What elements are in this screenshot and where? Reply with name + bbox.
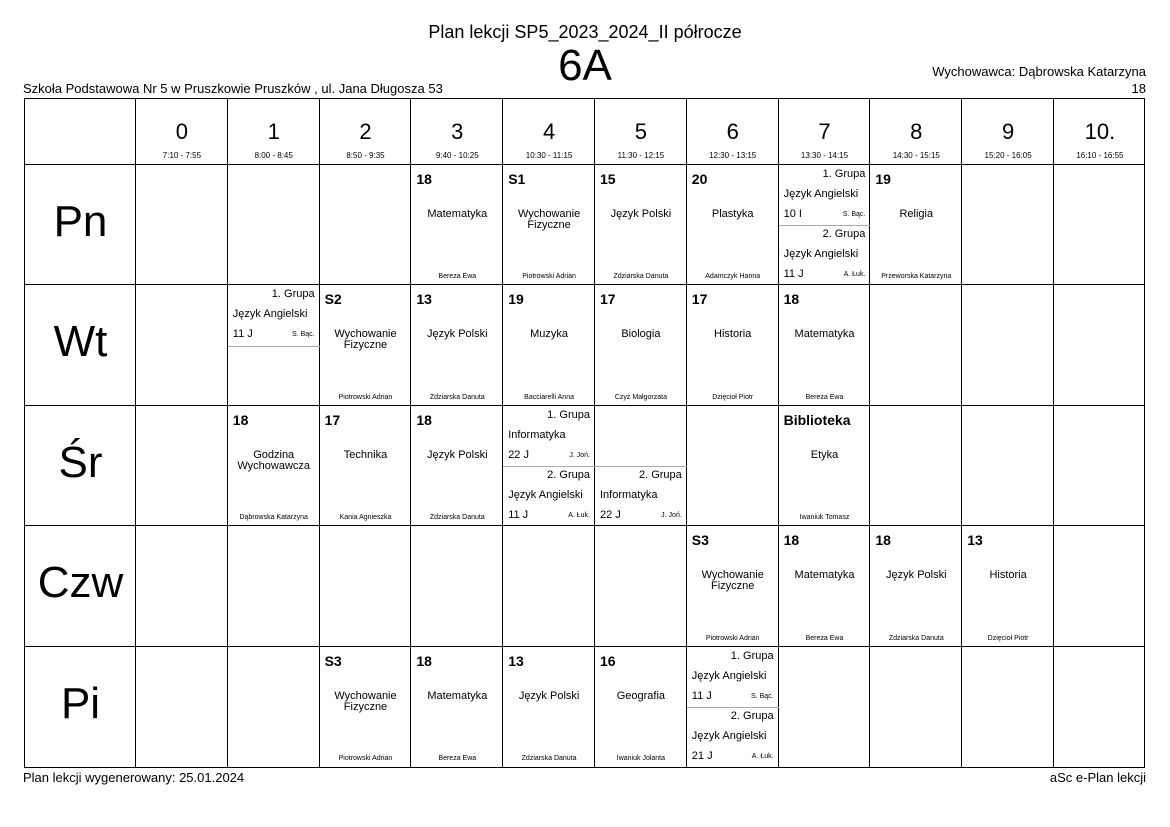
lesson-room: 16 (600, 652, 616, 669)
column-divider (1053, 99, 1054, 767)
group-split-line (687, 707, 779, 708)
lesson-subject: Język Polski (886, 569, 947, 582)
lesson-teacher: Iwaniuk Jolanta (616, 754, 666, 762)
lesson-room: 17 (324, 411, 341, 428)
group-subject: Język Angielski (783, 248, 859, 261)
group-subject: Informatyka (600, 489, 658, 501)
lesson-teacher: Bacciarelli Anna (524, 393, 574, 401)
period-time: 8:50 - 9:35 (346, 151, 385, 160)
lesson-subject: Geografia (616, 689, 666, 702)
group-split-line (503, 466, 595, 467)
period-header (503, 99, 595, 165)
lesson-cell[interactable] (320, 647, 412, 767)
lesson-subject: Język Polski (518, 689, 580, 702)
lesson-teacher: Adamczyk Hanna (705, 273, 761, 281)
lesson-room: 18 (416, 652, 432, 669)
lesson-subject: Język Polski (610, 208, 672, 220)
lesson-subject: Historia (989, 569, 1027, 582)
lesson-room: S3 (691, 532, 709, 549)
lesson-cell[interactable] (595, 285, 687, 405)
group-split-line (228, 346, 320, 347)
school-address: Szkoła Podstawowa Nr 5 w Pruszkowie Pruszków , ul. Jana Długosza 53 (23, 81, 443, 96)
group-lesson[interactable] (779, 225, 871, 285)
group-subject: Język Angielski (783, 188, 859, 200)
day-label: Pi (60, 678, 101, 728)
period-number: 1 (267, 119, 280, 144)
period-header (1054, 99, 1146, 165)
lesson-cell[interactable] (411, 165, 503, 285)
software-name: aSc e-Plan lekcji (1049, 770, 1146, 785)
lesson-room: 18 (232, 411, 249, 428)
lesson-room: 13 (416, 291, 432, 308)
lesson-teacher: Dąbrowska Katarzyna (239, 514, 308, 522)
lesson-cell[interactable] (779, 285, 871, 405)
group-room: 10 I (783, 208, 802, 220)
group-teacher: J. Joń. (569, 451, 590, 459)
period-time: 14:30 - 15:15 (892, 151, 940, 160)
period-time: 10:30 - 11:15 (525, 151, 573, 160)
period-header (870, 99, 962, 165)
period-time: 12:30 - 13:15 (709, 151, 757, 160)
lesson-room: 18 (416, 171, 432, 187)
group-room: 11 J (232, 328, 253, 341)
lesson-subject: Wychowanie Fizyczne (334, 328, 397, 352)
lesson-teacher: Bereza Ewa (805, 393, 844, 401)
lesson-teacher: Piotrowski Adrian (338, 393, 393, 401)
lesson-cell[interactable] (687, 285, 779, 405)
lesson-teacher: Przeworska Katarzyna (881, 273, 952, 281)
period-number: 4 (542, 119, 556, 144)
group-subject: Język Angielski (691, 729, 767, 742)
day-label: Czw (37, 558, 124, 608)
lesson-cell[interactable] (320, 285, 412, 405)
lesson-teacher: Zdziarska Danuta (613, 273, 669, 281)
period-header (779, 99, 871, 165)
group-teacher: S. Bąc. (751, 692, 774, 700)
group-room: 22 J (600, 509, 621, 521)
group-room: 21 J (691, 749, 713, 762)
period-header (320, 99, 412, 165)
lesson-subject: Etyka (810, 448, 839, 461)
group-label: 2. Grupa (547, 469, 590, 481)
lesson-teacher: Piotrowski Adrian (338, 754, 393, 762)
day-label: Wt (53, 317, 108, 367)
lesson-room: 17 (600, 291, 616, 308)
lesson-subject: Język Polski (427, 328, 488, 341)
lesson-room: 18 (875, 532, 891, 549)
lesson-subject: Matematyka (427, 208, 488, 220)
lesson-teacher: Dzięcioł Piotr (987, 634, 1029, 642)
group-teacher: A. Łuk. (568, 512, 590, 519)
lesson-teacher: Bereza Ewa (438, 754, 477, 762)
lesson-subject: Wychowanie Fizyczne (334, 689, 397, 713)
lesson-cell[interactable] (870, 526, 962, 646)
lesson-subject: Matematyka (794, 328, 855, 341)
group-label: 2. Grupa (730, 709, 774, 722)
period-time: 15:20 - 16:05 (984, 151, 1032, 160)
group-subject: Język Angielski (232, 308, 308, 321)
period-number: 10. (1084, 119, 1116, 144)
lesson-subject: Muzyka (530, 328, 569, 341)
period-header (595, 99, 687, 165)
lesson-room: S3 (324, 652, 342, 669)
lesson-cell[interactable] (595, 165, 687, 285)
period-time: 16:10 - 16:55 (1076, 151, 1124, 160)
lesson-room: 19 (508, 291, 524, 308)
lesson-teacher: Piotrowski Adrian (522, 273, 576, 281)
lesson-subject: Technika (343, 448, 388, 461)
group-subject: Informatyka (508, 428, 566, 441)
lesson-room: S2 (324, 291, 342, 308)
lesson-cell[interactable] (411, 285, 503, 405)
period-time: 13:30 - 14:15 (800, 151, 849, 160)
lesson-subject: Matematyka (427, 689, 488, 702)
period-time: 8:00 - 8:45 (254, 151, 293, 160)
lesson-cell[interactable] (962, 526, 1054, 646)
group-room: 22 J (508, 448, 529, 461)
group-label: 1. Grupa (547, 408, 590, 421)
group-label: 2. Grupa (638, 469, 682, 481)
group-room: 11 J (691, 689, 712, 702)
group-label: 1. Grupa (271, 288, 315, 301)
lesson-teacher: Czyż Małgorzata (614, 393, 667, 401)
period-number: 2 (359, 119, 372, 144)
lesson-teacher: Piotrowski Adrian (705, 634, 760, 642)
period-header (411, 99, 503, 165)
lesson-cell[interactable] (687, 526, 779, 646)
lesson-subject: Godzina Wychowawcza (237, 448, 311, 472)
group-teacher: A. Łuk. (843, 271, 866, 279)
group-label: 1. Grupa (730, 649, 774, 662)
generated-date: Plan lekcji wygenerowany: 25.01.2024 (23, 770, 245, 785)
period-time: 7:10 - 7:55 (162, 151, 202, 160)
lesson-cell[interactable] (503, 165, 595, 285)
group-lesson[interactable] (503, 466, 595, 526)
lesson-cell[interactable] (503, 647, 595, 767)
period-header (962, 99, 1054, 165)
lesson-cell[interactable] (687, 165, 779, 285)
group-room: 11 J (783, 268, 804, 281)
period-header (228, 99, 320, 165)
lesson-room: 18 (416, 411, 432, 428)
lesson-room: 19 (875, 171, 891, 187)
group-teacher: J. Joń. (661, 512, 682, 519)
lesson-room: 18 (783, 291, 800, 308)
group-teacher: A. Łuk. (751, 752, 774, 760)
lesson-room: 15 (600, 171, 616, 187)
day-label: Śr (58, 437, 103, 487)
lesson-room: S1 (508, 171, 526, 187)
timetable-grid (24, 98, 1145, 768)
lesson-subject: Matematyka (794, 569, 855, 582)
lesson-room: Biblioteka (783, 411, 851, 428)
lesson-cell[interactable] (320, 406, 412, 526)
page-title: Plan lekcji SP5_2023_2024_II półrocze (428, 22, 742, 42)
lesson-cell[interactable] (779, 406, 871, 526)
group-split-line (595, 466, 687, 467)
period-number: 8 (910, 119, 923, 144)
group-lesson[interactable] (687, 707, 779, 767)
lesson-subject: Religia (899, 208, 934, 220)
lesson-teacher: Zdziarska Danuta (888, 634, 944, 642)
lesson-cell[interactable] (411, 406, 503, 526)
lesson-cell[interactable] (411, 647, 503, 767)
period-time: 9:40 - 10:25 (435, 151, 479, 160)
period-number: 9 (1001, 119, 1015, 144)
lesson-cell[interactable] (503, 285, 595, 405)
lesson-subject: Język Polski (427, 448, 488, 461)
lesson-teacher: Zdziarska Danuta (429, 393, 485, 401)
lesson-cell[interactable] (779, 526, 871, 646)
day-label: Pn (53, 197, 108, 246)
lesson-subject: Plastyka (711, 208, 754, 220)
class-name: 6A (558, 41, 612, 90)
lesson-teacher: Zdziarska Danuta (429, 514, 485, 522)
period-number: 0 (175, 119, 189, 144)
group-label: 1. Grupa (822, 168, 866, 180)
group-subject: Język Angielski (508, 489, 583, 501)
lesson-cell[interactable] (595, 647, 687, 767)
lesson-cell[interactable] (870, 165, 962, 285)
lesson-teacher: Kania Agnieszka (339, 514, 392, 522)
group-lesson[interactable] (687, 647, 779, 707)
lesson-room: 17 (691, 291, 708, 308)
lesson-subject: Historia (714, 328, 752, 341)
group-room: 11 J (508, 509, 529, 521)
period-header (687, 99, 779, 165)
class-teacher: Wychowawca: Dąbrowska Katarzyna (932, 64, 1146, 79)
group-lesson[interactable] (779, 165, 871, 225)
period-number: 7 (818, 119, 831, 144)
group-split-line (779, 225, 871, 226)
lesson-teacher: Iwaniuk Tomasz (799, 514, 850, 522)
home-room: 18 (1131, 81, 1146, 96)
lesson-room: 18 (783, 532, 800, 549)
group-subject: Język Angielski (691, 669, 767, 682)
lesson-room: 13 (967, 532, 983, 549)
period-number: 3 (451, 119, 464, 144)
group-lesson[interactable] (503, 406, 595, 466)
group-label: 2. Grupa (822, 228, 866, 241)
lesson-teacher: Zdziarska Danuta (521, 754, 577, 762)
period-number: 6 (726, 119, 739, 144)
lesson-subject: Wychowanie Fizyczne (517, 208, 581, 231)
lesson-subject: Biologia (621, 328, 661, 341)
lesson-subject: Wychowanie Fizyczne (701, 569, 764, 593)
group-teacher: S. Bąc. (842, 211, 866, 218)
group-teacher: S. Bąc. (292, 331, 315, 339)
lesson-room: 20 (691, 171, 708, 187)
group-lesson[interactable] (228, 285, 320, 345)
lesson-teacher: Bereza Ewa (438, 273, 477, 281)
lesson-teacher: Bereza Ewa (805, 634, 844, 642)
group-lesson[interactable] (595, 466, 687, 526)
lesson-teacher: Dzięcioł Piotr (712, 393, 754, 401)
period-time: 11:30 - 12:15 (617, 151, 665, 160)
lesson-room: 13 (508, 652, 524, 669)
lesson-cell[interactable] (228, 406, 320, 526)
period-number: 5 (634, 119, 648, 144)
period-header (136, 99, 228, 165)
